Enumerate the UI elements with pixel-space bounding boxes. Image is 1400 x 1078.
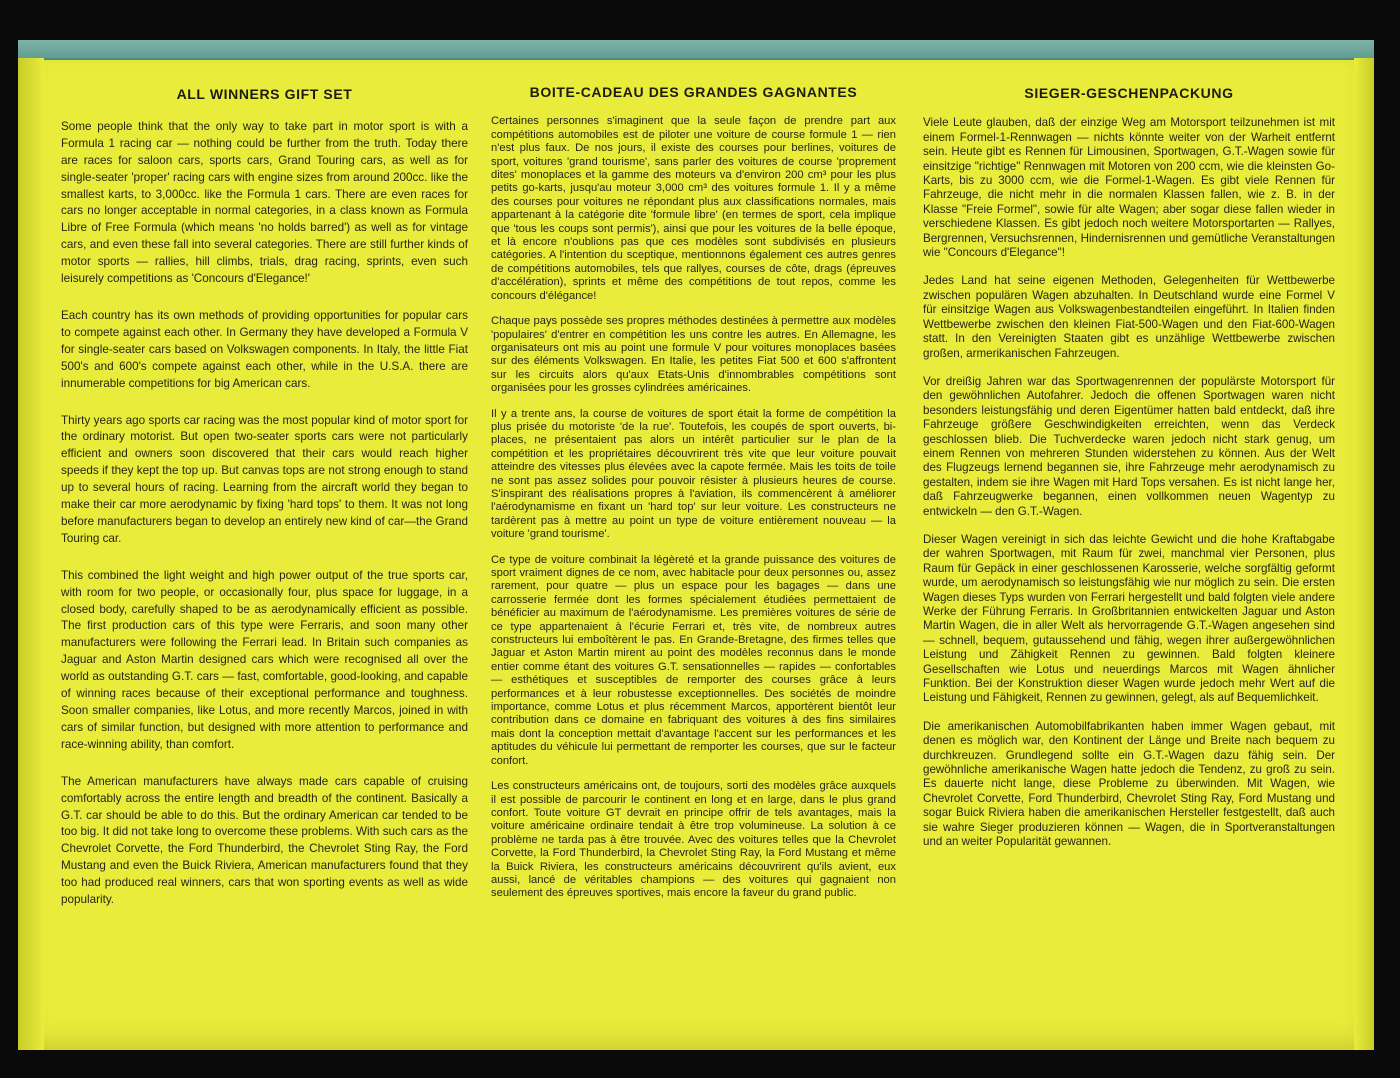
english-paragraph: This combined the light weight and high power output of the true sports car, with room for two people, or occasionally four, plus space for luggage, in a closed body, carefully shaped to be as aerodynamically efficient as possible. The first production cars of this type were Ferraris, and soon many other manufacturers were following the Ferrari lead. In Britain such companies as Jaguar and Aston Martin designed cars which were recognised all over the world as outstanding G.T. cars — fast, comfortable, good-looking, and capable of winning races because of their exceptional performance and toughness. Soon smaller companies, like Lotus, and more recently Marcos, joined in with cars of similar function, but designed with more attention to performance and race-winning ability, than comfort. [61, 568, 468, 751]
german-column [923, 86, 1335, 864]
german-paragraph: Dieser Wagen vereinigt in sich das leichte Gewicht und die hohe Kraftabgabe der wahren Sportwagen, mit Raum für zwei, manchmal vier Personen, plus Raum für Gepäck in einer geschlossenen Karosserie, welche sorgfältig geformt wurde, um aerodynamisch so leistungsfähig wie nur möglich zu sein. Die ersten Wagen dieses Typs wurden von Ferrari hergestellt und bald folgten viele andere Werke der Führung Ferraris. In Großbritannien entwickelten Jaguar und Aston Martin Wagen, die in aller Welt als hervorragende G.T.-Wagen angesehen sind — schnell, bequem, gutaussehend und fähig, wegen ihrer außergewöhnlichen Leistung und Zähigkeit Rennen zu gewinnen. Bald folgten kleinere Gesellschaften wie Lotus und neuerdings Marcos mit Wagen ähnlicher Funktion. Bei der Konstruktion dieser Wagen wurde jedoch mehr Wert auf die Leistung und Fähigkeit, Rennen zu gewinnen, gelegt, als auf Bequemlichkeit. [923, 532, 1335, 705]
german-paragraph: Viele Leute glauben, daß der einzige Weg am Motorsport teilzunehmen ist mit einem Formel-1-Rennwagen — nichts könnte weiter von der Warheit entfernt sein. Heute gibt es Rennen für Limousinen, Sportwagen, G.T.-Wagen sowie für einsitzige "richtige" Rennwagen mit Motoren von 200 ccm, wie die kleinsten Go-Karts, bis zu 3000 ccm, wie die Formel-1-Wagen. Es gibt viele Rennen für Fahrzeuge, die nicht mehr in die normalen Klassen fallen, wie z. B. in der Klasse "Freie Formel", sowie für alte Wagen; aber sogar diese fallen wieder in verschiedene Klassen. Es gibt jedoch noch weitere Motorsportarten — Rallyes, Bergrennen, Versuchsrennen, Hindernisrennen und gemütliche Veranstaltungen wie "Concours d'Elegance"! [923, 116, 1335, 260]
french-paragraph: Ce type de voiture combinait la légèreté et la grande puissance des voitures de sport vraiment dignes de ce nom, avec habitacle pour deux personnes ou, assez rarement, pour quatre — plus un espace pour les bagages — dans une carrosserie fermée dont les formes spécialement étudiées permettaient de bénéficier au maximum de l'aérodynamisme. Les premières voitures de série de ce type appartenaient à l'écurie Ferrari et, très vite, de nombreux autres constructeurs lui emboîtèrent le pas. En Grande-Bretagne, des firmes telles que Jaguar et Aston Martin mirent au point des modèles reconnus dans le monde entier comme étant des voitures G.T. sensationnelles — rapides — confortables — esthétiques et susceptibles de remporter des courses grâce à leurs performances et à leur robustesse exceptionnelles. Des sociétés de moindre importance, comme Lotus et plus récemment Marcos, apportèrent bientôt leur contribution dans ce domaine en fabriquant des voitures à des fins similaires mais dont la conception mettait d'avantage l'accent sur les performances et les aptitudes du véhicule lui permettant de remporter les courses, que sur le facteur confort. [491, 553, 896, 767]
german-paragraph: Vor dreißig Jahren war das Sportwagenrennen der populärste Motorsport für den gewöhnlichen Autofahrer. Jedoch die offenen Sportwagen waren nicht besonders leistungsfähig und deren Eigentümer hatten bald entdeckt, daß ihre Fahrzeuge größere Geschwindigkeiten erreichten, wenn das Verdeck geschlossen blieb. Die Tuchverdecke waren jedoch nicht stark genug, um einem Rennen von mehreren Stunden widerstehen zu können. Aus der Welt des Flugzeugs lernend begannen sie, ihre Fahrzeuge mehr aerodynamisch zu gestalten, indem sie ihre Wagen mit Hard Tops versahen. Es ist nicht lange her, daß Fahrzeugwerke begannen, einen vollkommen neuen Wagentyp zu entwickeln — den G.T.-Wagen. [923, 374, 1335, 518]
english-paragraph: The American manufacturers have always made cars capable of cruising comfortably across the entire length and breadth of the continent. Basically a G.T. car should be able to do this. But the ordinary American car tended to be too big. It did not take long to overcome these problems. With such cars as the Chevrolet Corvette, the Ford Thunderbird, the Chevrolet Sting Ray, the Ford Mustang and even the Buick Riviera, American manufacturers found that they too had produced real winners, cars that won sporting events as well as wide popularity. [61, 774, 468, 907]
english-column [61, 86, 468, 929]
english-paragraph: Some people think that the only way to take part in motor sport is with a Formula 1 racing car — nothing could be further from the truth. Today there are races for saloon cars, sports cars, Grand Touring cars, as well as for single-seater 'proper' racing cars with engine sizes from around 200cc. like the smallest karts, to 3,000cc. like the Formula 1 cars. There are even races for cars no longer acceptable in normal categories, in a class known as Formula Libre of Free Formula (which means 'no holds barred') as well as for vintage cars, and even these fall into several categories. There are still further kinds of motor sports — rallies, hill climbs, trials, drag racing, sprints, even such leisurely competitions as 'Concours d'Elegance!' [61, 119, 468, 286]
french-paragraph: Certaines personnes s'imaginent que la seule façon de prendre part aux compétitions automobiles est de piloter une voiture de course formule 1 — rien n'est plus faux. De nos jours, il existe des courses pour berlines, voitures de sport, voitures 'grand tourisme', sans parler des voitures de course 'proprement dites' monoplaces et la gamme des moteurs va d'environ 200 cm³ pour les plus petits go-karts, jusqu'au moteur 3,000 cm³ des voitures formule 1. Il y a même des courses pour voitures ne répondant plus aux classifications normales, mais appartenant à la catégorie dite 'formule libre' (en termes de sport, cela implique que 'tous les coups sont permis'), ainsi que pour les voitures de la belle époque, et là encore n'oublions pas que ces modèles sont subdivisés en plusieurs catégories. A l'intention du sceptique, mentionnons également ces autres genres de compétitions automobiles, tels que rallyes, courses de côte, drags (épreuves d'accélération), sprints et même des compétitions de tout repos, comme les concours d'élégance! [491, 115, 896, 302]
english-title: ALL WINNERS GIFT SET [176, 86, 353, 102]
french-column [491, 86, 896, 913]
french-paragraph: Il y a trente ans, la course de voitures de sport était la forme de compétition la plus prisée du motoriste 'de la rue'. Toutefois, les coupés de sport ouverts, bi-places, ne présentaient pas alors un intérêt particulier sur le plan de la compétition et les propriétaires découvrirent très vite que leur voiture pouvait atteindre des vitesses plus élevées avec la capote fermée. Mais les toits de toile ne sont pas assez solides pour pouvoir résister à plusieurs heures de course. S'inspirant des réalisations propres à l'aviation, ils commencèrent à améliorer l'aérodynamisme en fixant un 'hard top' sur leur voiture. Les constructeurs ne tardèrent pas à mettre au point un type de voiture entièrement nouveau — la voiture 'grand tourisme'. [491, 407, 896, 541]
english-paragraph: Each country has its own methods of providing opportunities for popular cars to compete against each other. In Germany they have developed a Formula V for single-seater cars based on Volkswagen components. In Italy, the little Fiat 500's and 600's compete against each other, while in the U.S.A. there are innumerable competitions for big American cars. [61, 308, 468, 390]
gift-set-box-back [18, 40, 1374, 1050]
french-title: BOITE-CADEAU DES GRANDES GAGNANTES [529, 84, 858, 100]
french-paragraph: Les constructeurs américains ont, de toujours, sorti des modèles grâce auxquels il est possible de parcourir le continent en long et en large, dans le plus grand confort. Toute voiture GT devrait en principe offrir de tels avantages, mais la voiture américaine ordinaire tendait à être trop volumineuse. La solution à ce problème ne tarda pas à être trouvée. Avec des voitures telles que la Chevrolet Corvette, la Ford Thunderbird, la Chevrolet Sting Ray, la Ford Mustang et même la Buick Riviera, les constructeurs américains découvrirent qu'ils avient, eux aussi, lancé de véritables champions — des voitures qui gagnaient non seulement des épreuves sportives, mais encore la faveur du grand public. [491, 780, 896, 900]
french-paragraph: Chaque pays possède ses propres méthodes destinées à permettre aux modèles 'populaires' d'entrer en compétition les uns contre les autres. En Allemagne, les organisateurs ont mis au point une formule V pour voitures monoplaces basées sur des éléments Volkswagen. En Italie, les petites Fiat 500 et 600 s'affrontent sur les circuits alors qu'aux Etats-Unis d'innombrables compétitions sont organisées pour les grosses cylindrées américaines. [491, 315, 896, 395]
box-top-edge [18, 40, 1374, 60]
box-left-edge [18, 58, 44, 1050]
german-title: SIEGER-GESCHENPACKUNG [1024, 85, 1234, 101]
box-right-edge [1354, 58, 1374, 1050]
german-paragraph: Jedes Land hat seine eigenen Methoden, Gelegenheiten für Wettbewerbe zwischen populären Wagen abzuhalten. In Deutschland wurde eine Formel V für einsitzige Wagen aus Volkswagenbestandteilen eingeführt. In Italien finden Wettbewerbe zwischen den kleinen Fiat-500-Wagen und den Fiat-600-Wagen statt. In den Vereinigten Staaten gibt es unzählige Wettbewerbe zwischen großen, armerikanischen Fahrzeugen. [923, 274, 1335, 360]
english-paragraph: Thirty years ago sports car racing was the most popular kind of motor sport for the ordinary motorist. But open two-seater sports cars were not particularly efficient and owners soon discovered that their cars would reach higher speeds if they kept the top up. But canvas tops are not strong enough to stand up to several hours of racing. Learning from the aircraft world they began to make their car more aerodynamic by fixing 'hard tops' to them. It was not long before manufacturers began to develop an entirely new kind of car—the Grand Touring car. [61, 413, 468, 545]
german-paragraph: Die amerikanischen Automobilfabrikanten haben immer Wagen gebaut, mit denen es möglich war, den Kontinent der Länge und Breite nach bequem zu durchkreuzen. Grundlegend sollte ein G.T.-Wagen dazu fähig sein. Der gewöhnliche amerikanische Wagen hatte jedoch die Tendenz, zu groß zu sein. Es dauerte nicht lange, diese Probleme zu überwinden. Mit Wagen, wie Chevrolet Corvette, Ford Thunderbird, Chevrolet Sting Ray, Ford Mustang und sogar Buick Riviera haben die amerikanischen Hersteller festgestellt, daß auch sie wahre Sieger produzieren können — Wagen, die in Sportveranstaltungen und an weiter Popularität gewannen. [923, 719, 1335, 849]
